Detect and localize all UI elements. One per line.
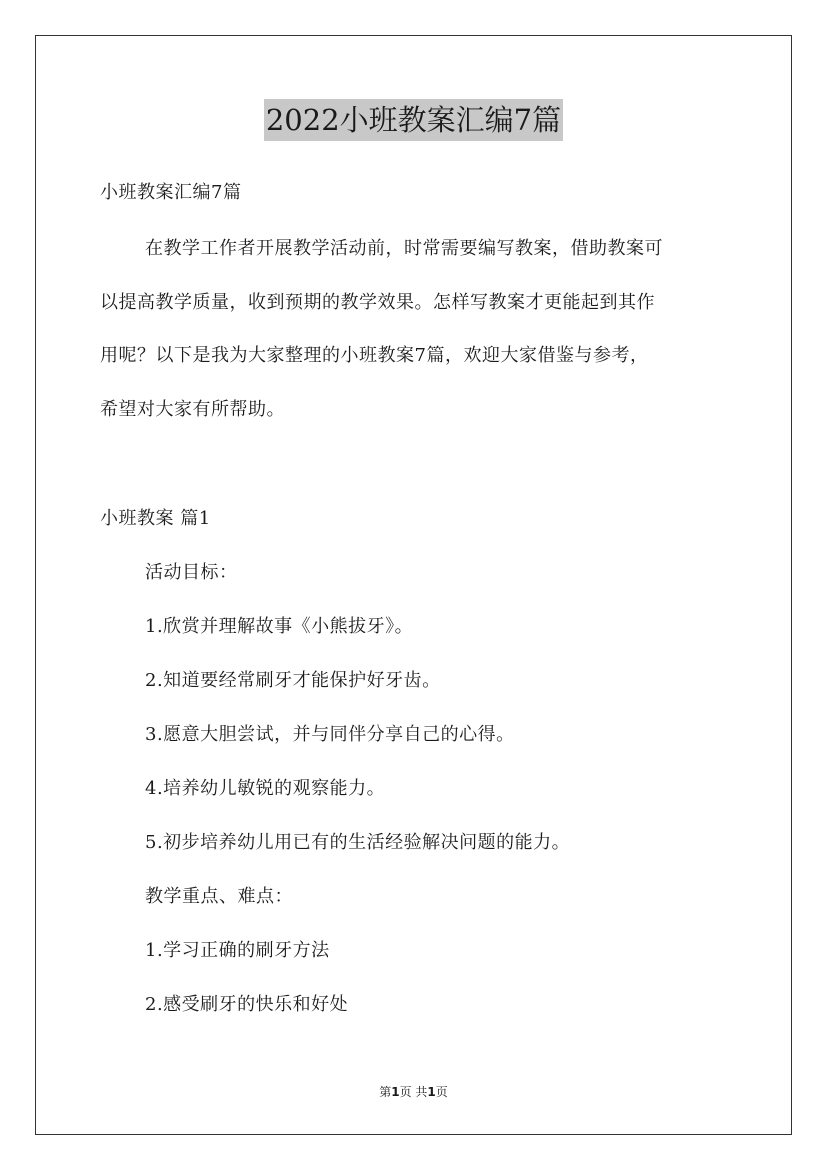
key-point-item-1: 1.学习正确的刷牙方法 [145,940,330,961]
title-container [0,99,827,141]
goal-item-3: 3.愿意大胆尝试，并与同伴分享自己的心得。 [145,724,515,745]
goal-item-2: 2.知道要经常刷牙才能保护好牙齿。 [145,670,441,691]
footer-label-mid: 页 共 [399,1085,428,1099]
goals-heading: 活动目标： [145,562,238,583]
key-points-heading: 教学重点、难点： [145,886,293,907]
page-footer [0,1084,827,1100]
footer-label-post: 页 [435,1085,448,1099]
document-title: 2022小班教案汇编7篇 [264,99,563,141]
section-heading: 小班教案 篇1 [100,508,211,529]
intro-line-4: 希望对大家有所帮助。 [100,399,285,420]
key-point-item-2: 2.感受刷牙的快乐和好处 [145,994,349,1015]
intro-line-3: 用呢？以下是我为大家整理的小班教案7篇，欢迎大家借鉴与参考， [100,345,649,366]
footer-label-pre: 第 [379,1085,392,1099]
goal-item-4: 4.培养幼儿敏锐的观察能力。 [145,778,386,799]
goal-item-1: 1.欣赏并理解故事《小熊拔牙》。 [145,616,414,637]
document-subtitle: 小班教案汇编7篇 [100,182,242,203]
intro-line-1: 在教学工作者开展教学活动前，时常需要编写教案，借助教案可 [145,238,663,259]
intro-line-2: 以提高教学质量，收到预期的教学效果。怎样写教案才更能起到其作 [100,292,655,313]
goal-item-5: 5.初步培养幼儿用已有的生活经验解决问题的能力。 [145,832,571,853]
footer-page-current: 1 [391,1085,400,1099]
footer-page-total: 1 [427,1085,436,1099]
